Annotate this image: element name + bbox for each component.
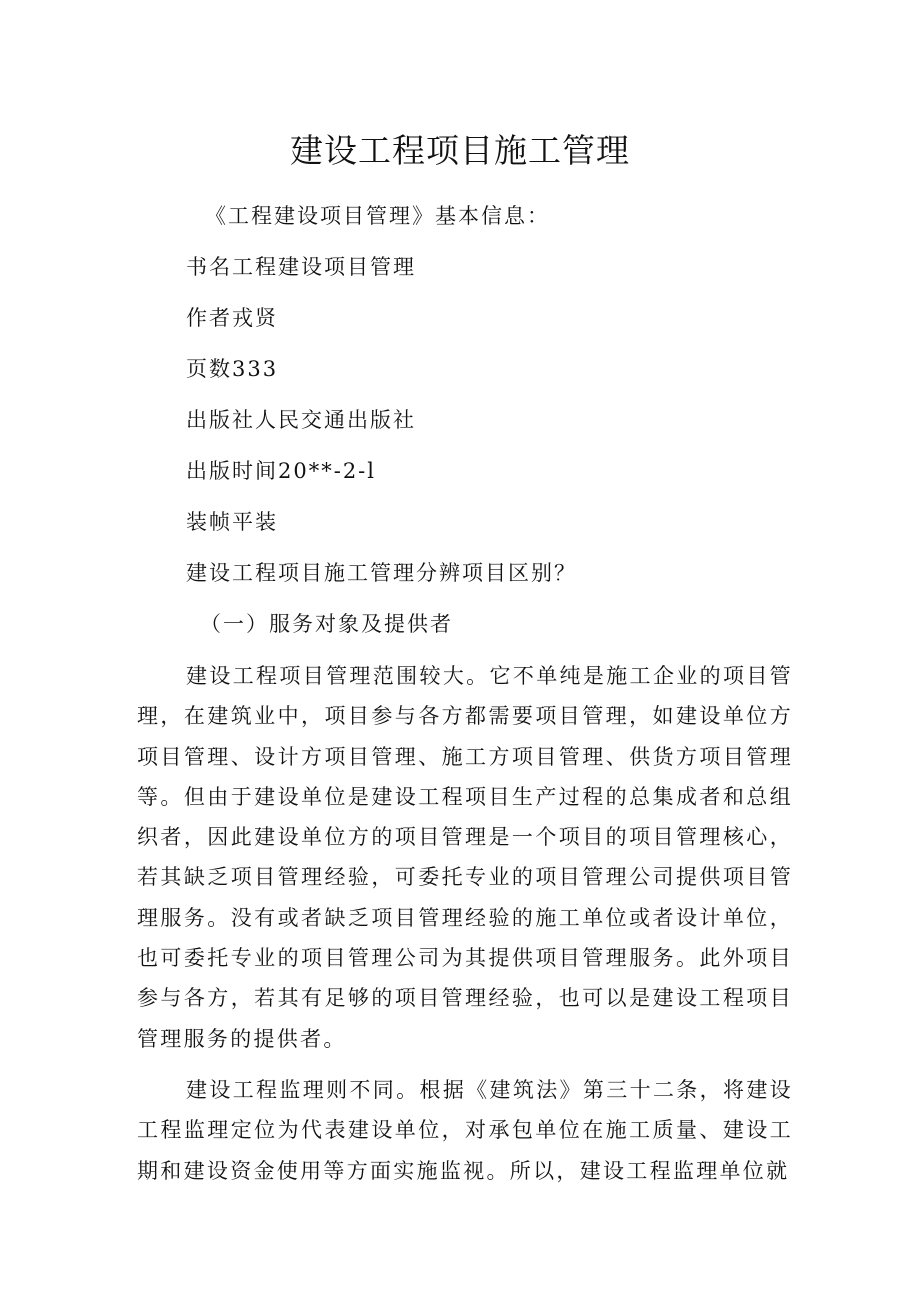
section-heading: （一）服务对象及提供者 <box>200 612 453 636</box>
info-pages: 页数333 <box>186 357 279 381</box>
info-author: 作者戎贤 <box>186 306 278 330</box>
info-publisher: 出版社人民交通出版社 <box>186 408 416 432</box>
paragraph-1: 建设工程项目管理范围较大。它不单纯是施工企业的项目管理，在建筑业中，项目参与各方都需要项目管理，如建设单位方项目管理、设计方项目管理、施工方项目管理、供货方项目管理等。但由于建设单位是建设工程项目生产过程的总集成者和总组织者，因此建设单位方的项目管理是一个项目的项目管理核心，若其缺乏项目管理经验，可委托专业的项目管理公司提供项目管理服务。没有或者缺乏项目管理经验的施工单位或者设计单位，也可委托专业的项目管理公司为其提供项目管理服务。此外项目参与各方，若其有足够的项目管理经验，也可以是建设工程项目管理服务的提供者。 <box>137 664 793 1051</box>
paragraph-2: 建设工程监理则不同。根据《建筑法》第三十二条，将建设工程监理定位为代表建设单位，对承包单位在施工质量、建设工期和建设资金使用等方面实施监视。所以，建设工程监理单位就 <box>137 1078 793 1183</box>
question-line: 建设工程项目施工管理分辨项目区别？ <box>186 561 577 585</box>
info-heading: 《工程建设项目管理》基本信息： <box>205 204 550 228</box>
document-title: 建设工程项目施工管理 <box>290 131 630 170</box>
info-binding: 装帧平装 <box>186 510 278 534</box>
info-book-name: 书名工程建设项目管理 <box>186 255 416 279</box>
info-publish-date: 出版时间20**-2-l <box>186 459 376 483</box>
